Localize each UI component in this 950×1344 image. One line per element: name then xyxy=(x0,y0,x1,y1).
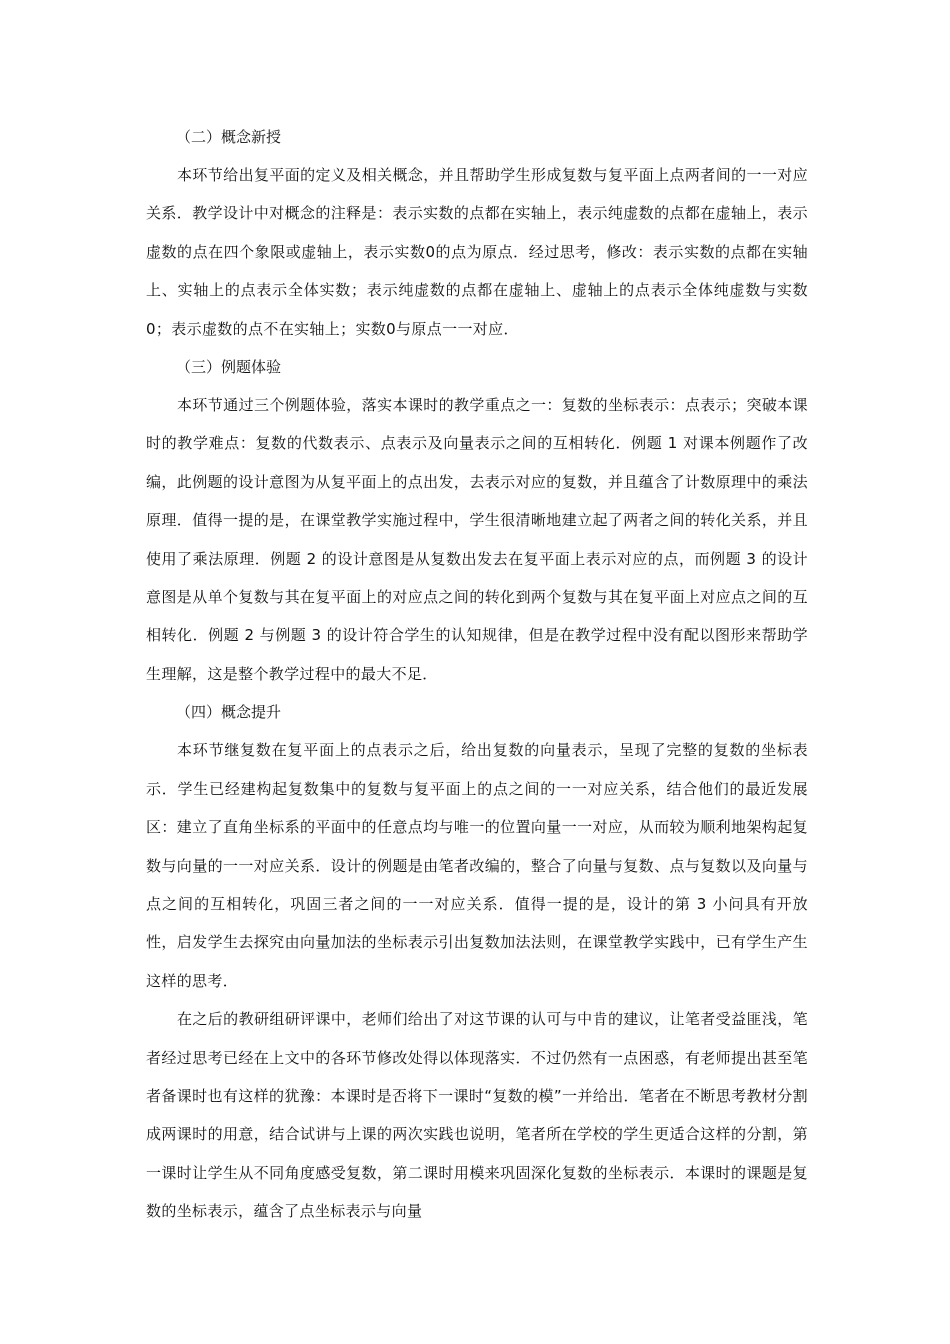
section-paragraph-concept-promotion: 本环节继复数在复平面上的点表示之后，给出复数的向量表示，呈现了完整的复数的坐标表示．学生已经建构起复数集中的复数与复平面上的点之间的一一对应关系，结合他们的最近发展区：建立了直角坐标系的平面中的任意点均与唯一的位置向量一一对应，从而较为顺利地架构起复数与向量的一一对应关系．设计的例题是由笔者改编的，整合了向量与复数、点与复数以及向量与点之间的互相转化，巩固三者之间的一一对应关系．值得一提的是，设计的第 3 小问具有开放性，启发学生去探究由向量加法的坐标表示引出复数加法法则，在课堂教学实践中，已有学生产生这样的思考． xyxy=(146,741,808,990)
section-paragraph-example-experience: 本环节通过三个例题体验，落实本课时的教学重点之一：复数的坐标表示：点表示；突破本课时的教学难点：复数的代数表示、点表示及向量表示之间的互相转化．例题 1 对课本例题作了改编，此例题的设计意图为从复平面上的点出发，去表示对应的复数，并且蕴含了计数原理中的乘法原理．值得一提的是，在课堂教学实施过程中，学生很清晰地建立起了两者之间的转化关系，并且使用了乘法原理．例题 2 的设计意图是从复数出发去在复平面上表示对应的点，而例题 3 的设计意图是从单个复数与其在复平面上的对应点之间的转化到两个复数与其在复平面上对应点之间的互相转化．例题 2 与例题 3 的设计符合学生的认知规律，但是在教学过程中没有配以图形来帮助学生理解，这是整个教学过程中的最大不足． xyxy=(146,396,808,683)
closing-paragraph: 在之后的教研组研评课中，老师们给出了对这节课的认可与中肯的建议，让笔者受益匪浅，笔者经过思考已经在上文中的各环节修改处得以体现落实．不过仍然有一点困惑，有老师提出甚至笔者备课时也有这样的犹豫：本课时是否将下一课时“复数的模”一并给出．笔者在不断思考教材分割成两课时的用意，结合试讲与上课的两次实践也说明，笔者所在学校的学生更适合这样的分割，第一课时让学生从不同角度感受复数，第二课时用模来巩固深化复数的坐标表示．本课时的课题是复数的坐标表示，蕴含了点坐标表示与向量 xyxy=(146,1010,808,1221)
document-body xyxy=(146,118,808,1231)
section-heading-concept-new: （二）概念新授 xyxy=(176,128,282,146)
section-paragraph-concept-new: 本环节给出复平面的定义及相关概念，并且帮助学生形成复数与复平面上点两者间的一一对应关系．教学设计中对概念的注释是：表示实数的点都在实轴上，表示纯虚数的点都在虚轴上，表示虚数的点在四个象限或虚轴上，表示实数0的点为原点．经过思考，修改：表示实数的点都在实轴上、实轴上的点表示全体实数；表示纯虚数的点都在虚轴上、虚轴上的点表示全体纯虚数与实数0；表示虚数的点不在实轴上；实数0与原点一一对应． xyxy=(146,166,808,338)
section-heading-concept-promotion: （四）概念提升 xyxy=(176,703,282,722)
section-heading-example-experience: （三）例题体验 xyxy=(176,358,282,377)
